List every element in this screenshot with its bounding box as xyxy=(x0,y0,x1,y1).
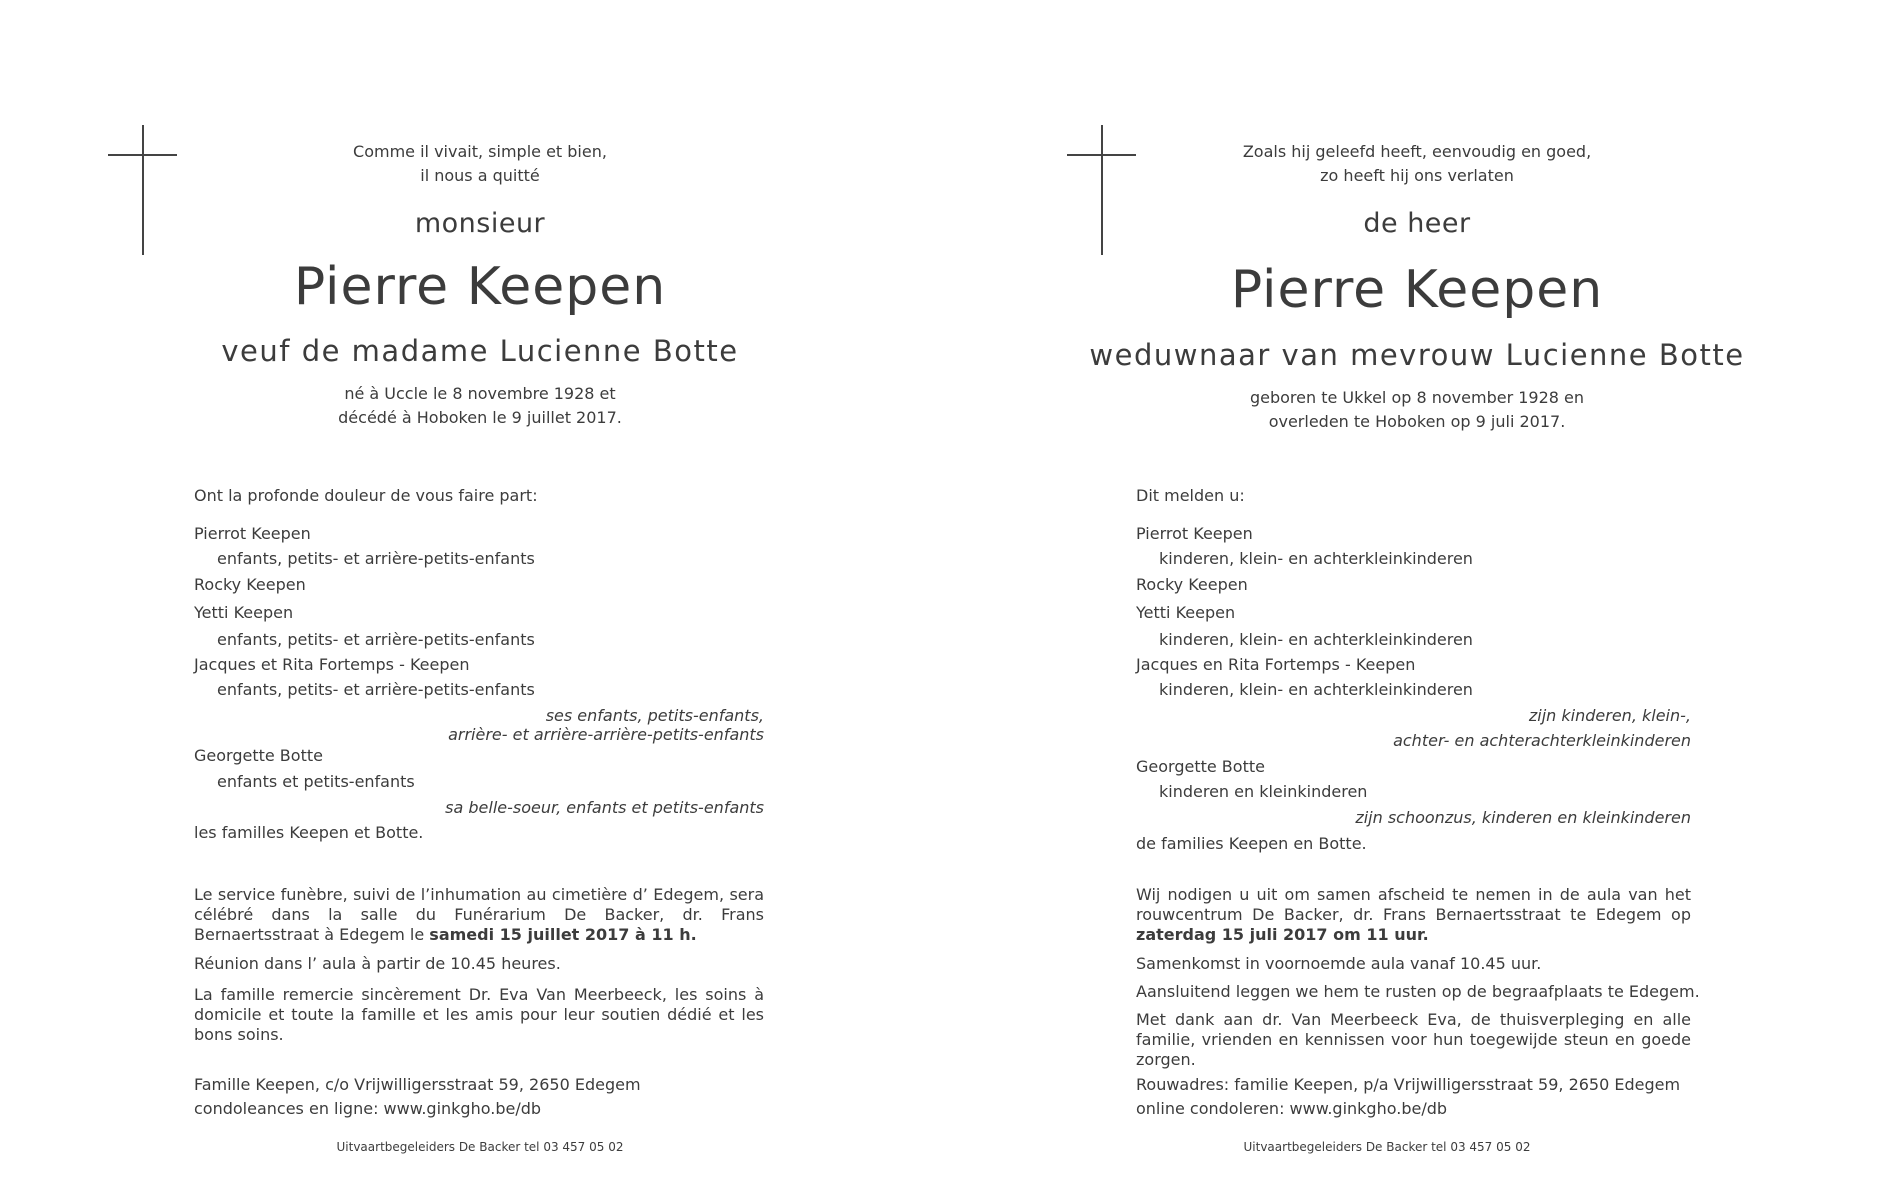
family-descendants: kinderen en kleinkinderen xyxy=(1159,782,1368,801)
deceased-name: Pierre Keepen xyxy=(1230,260,1604,320)
family-descendants: kinderen, klein- en achterkleinkinderen xyxy=(1159,549,1473,568)
family-descendants: kinderen, klein- en achterkleinkinderen xyxy=(1159,630,1473,649)
service-text: Le service funèbre, suivi de l’inhumation au cimetière d’ Edegem, sera célébré dans la salle du Funérarium De Backer, dr. Frans Bernaertsstraat à Edegem le xyxy=(194,885,764,944)
burial-text: Aansluitend leggen we hem te rusten op de begraafplaats te Edegem. xyxy=(1136,982,1700,1001)
family-member: Rocky Keepen xyxy=(194,575,306,594)
online-condolences: online condoleren: www.ginkgho.be/db xyxy=(1136,1099,1448,1118)
honorific: de heer xyxy=(1363,208,1471,239)
thanks-paragraph: Met dank aan dr. Van Meerbeeck Eva, de thuisverpleging en alle familie, vrienden en kennissen voor hun toegewijde steun en goede zorgen. xyxy=(1136,1010,1691,1069)
family-relation: ses enfants, petits-enfants, xyxy=(545,706,764,725)
reunion-text: Réunion dans l’ aula à partir de 10.45 heures. xyxy=(194,954,561,973)
announcement-body xyxy=(194,0,764,1177)
family-descendants: enfants, petits- et arrière-petits-enfants xyxy=(217,630,535,649)
family-member: Yetti Keepen xyxy=(1136,603,1236,622)
service-paragraph xyxy=(1136,885,1691,945)
family-member: Pierrot Keepen xyxy=(194,524,311,543)
deceased-name: Pierre Keepen xyxy=(293,257,667,317)
family-relation: achter- en achterachterkleinkinderen xyxy=(1393,731,1691,750)
family-descendants: enfants, petits- et arrière-petits-enfants xyxy=(217,549,535,568)
family-relation: zijn kinderen, klein-, xyxy=(1528,706,1691,725)
service-date: zaterdag 15 juli 2017 om 11 uur. xyxy=(1136,925,1429,944)
family-member: Yetti Keepen xyxy=(194,603,294,622)
undertaker-footer: Uitvaartbegeleiders De Backer tel 03 457 05 02 xyxy=(336,1140,624,1154)
epigraph-line-1: Comme il vivait, simple et bien, xyxy=(353,142,607,161)
intro-text: Ont la profonde douleur de vous faire part: xyxy=(194,486,538,505)
dutch-announcement xyxy=(947,0,1894,1177)
family-member: Georgette Botte xyxy=(194,746,323,765)
family-descendants: enfants et petits-enfants xyxy=(217,772,415,791)
families: les familles Keepen et Botte. xyxy=(194,823,424,842)
thanks-paragraph: La famille remercie sincèrement Dr. Eva Van Meerbeeck, les soins à domicile et toute la famille et les amis pour leur soutien dédié et les bons soins. xyxy=(194,985,764,1044)
epigraph-line-2: zo heeft hij ons verlaten xyxy=(1320,166,1514,185)
family-member: Jacques en Rita Fortemps - Keepen xyxy=(1136,655,1416,674)
undertaker-footer: Uitvaartbegeleiders De Backer tel 03 457 05 02 xyxy=(1243,1140,1531,1154)
birth-line: geboren te Ukkel op 8 november 1928 en xyxy=(1249,388,1585,407)
spouse-line: weduwnaar van mevrouw Lucienne Botte xyxy=(1089,338,1745,372)
service-text: Wij nodigen u uit om samen afscheid te nemen in de aula van het rouwcentrum De Backer, dr. Frans Bernaertsstraat te Edegem op xyxy=(1136,885,1691,924)
mourning-address: Famille Keepen, c/o Vrijwilligersstraat 59, 2650 Edegem xyxy=(194,1075,641,1094)
family-relation: sa belle-soeur, enfants et petits-enfants xyxy=(445,798,764,817)
death-line: décédé à Hoboken le 9 juillet 2017. xyxy=(338,408,622,427)
family-member: Jacques et Rita Fortemps - Keepen xyxy=(194,655,470,674)
gathering-text: Samenkomst in voornoemde aula vanaf 10.45 uur. xyxy=(1136,954,1542,973)
families: de families Keepen en Botte. xyxy=(1136,834,1367,853)
announcement-body xyxy=(1136,0,1700,1177)
service-paragraph xyxy=(194,885,764,945)
honorific: monsieur xyxy=(414,208,546,239)
service-date: samedi 15 juillet 2017 à 11 h. xyxy=(429,925,697,944)
epigraph-line-1: Zoals hij geleefd heeft, eenvoudig en goed, xyxy=(1242,142,1592,161)
family-relation: zijn schoonzus, kinderen en kleinkinderen xyxy=(1355,808,1691,827)
family-descendants: kinderen, klein- en achterkleinkinderen xyxy=(1159,680,1473,699)
family-member: Rocky Keepen xyxy=(1136,575,1248,594)
family-member: Pierrot Keepen xyxy=(1136,524,1253,543)
birth-line: né à Uccle le 8 novembre 1928 et xyxy=(344,384,616,403)
epigraph-line-2: il nous a quitté xyxy=(420,166,540,185)
intro-text: Dit melden u: xyxy=(1136,486,1245,505)
family-descendants: enfants, petits- et arrière-petits-enfants xyxy=(217,680,535,699)
family-relation: arrière- et arrière-arrière-petits-enfants xyxy=(448,725,764,744)
online-condolences: condoleances en ligne: www.ginkgho.be/db xyxy=(194,1099,542,1118)
spouse-line: veuf de madame Lucienne Botte xyxy=(221,334,739,368)
family-member: Georgette Botte xyxy=(1136,757,1265,776)
mourning-address: Rouwadres: familie Keepen, p/a Vrijwilligersstraat 59, 2650 Edegem xyxy=(1136,1075,1681,1094)
death-line: overleden te Hoboken op 9 juli 2017. xyxy=(1268,412,1566,431)
